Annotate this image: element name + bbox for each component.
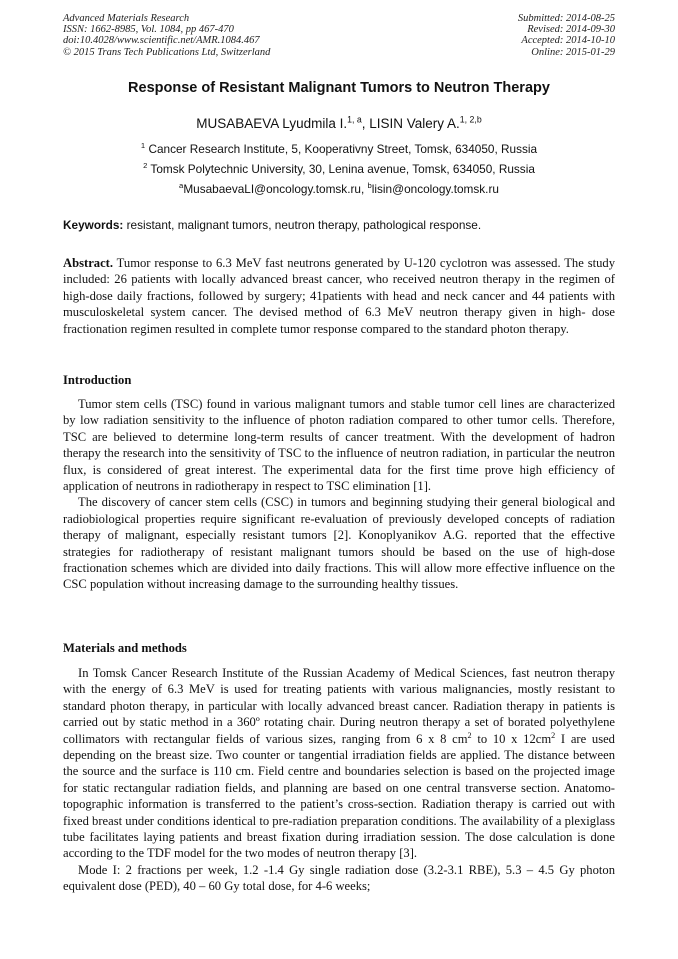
issn-line: ISSN: 1662-8985, Vol. 1084, pp 467-470 xyxy=(63,24,234,36)
email-b[interactable]: lisin@oncology.tomsk.ru xyxy=(371,182,499,196)
author-1: MUSABAEVA Lyudmila I. xyxy=(196,116,348,131)
abstract-text: Tumor response to 6.3 MeV fast neutrons generated by U-120 cyclotron was assessed. The study included: 26 patients with locally advanced breast cancer, who received neutron therapy in the regimen of high-dose daily fractions, followed by surgery; 41patients with head and neck cancer and 44 patients with musculoskeletal system cancer. The devised method of 6.3 MeV neutron therapy given in high- dose fractionation regimen resulted in complete tumor response compared to the standard photon therapy. xyxy=(63,256,615,336)
abstract xyxy=(63,255,615,337)
author-2-affil: 1, 2,b xyxy=(459,114,482,125)
affiliation-2 xyxy=(0,162,678,176)
introduction-body xyxy=(63,396,615,593)
email-a-sup: a xyxy=(179,181,184,191)
email-a[interactable]: MusabaevaLI@oncology.tomsk.ru, xyxy=(183,182,368,196)
methods-p1-sup-1: 2 xyxy=(467,730,472,740)
keywords-text: resistant, malignant tumors, neutron therapy, pathological response. xyxy=(123,218,482,232)
copyright-line: © 2015 Trans Tech Publications Ltd, Switzerland xyxy=(63,46,271,58)
affiliation-1 xyxy=(0,142,678,156)
accepted-date: Accepted: 2014-10-10 xyxy=(521,35,615,47)
affiliation-2-text: Tomsk Polytechnic University, 30, Lenina avenue, Tomsk, 634050, Russia xyxy=(150,162,535,176)
methods-paragraph-1 xyxy=(63,665,615,862)
keywords xyxy=(63,218,615,232)
author-2: LISIN Valery A. xyxy=(369,116,460,131)
methods-heading: Materials and methods xyxy=(63,641,187,655)
abstract-label: Abstract. xyxy=(63,256,114,270)
submitted-date: Submitted: 2014-08-25 xyxy=(517,13,615,24)
author-line xyxy=(0,116,678,131)
affiliation-2-num: 2 xyxy=(143,161,148,171)
introduction-paragraph-1: Tumor stem cells (TSC) found in various malignant tumors and stable tumor cell lines are characterized by low radiation sensitivity to the influence of photon radiation compared to other tumor cells. Therefore, TSC are believed to determine long-term results of cancer treatment. With the development of hadron therapy the research into the sensitivity of TSC to the influence of neutron radiation, in particular the neutron flux, is considered of great interest. The experimental data for the first time prove high efficiency of application of neutrons in radiotherapy in respect to TSC elimination [1]. xyxy=(63,397,615,494)
revised-date: Revised: 2014-09-30 xyxy=(527,24,615,36)
methods-p1-sup-2: 2 xyxy=(551,730,556,740)
dates-info xyxy=(518,13,615,58)
author-1-affil: 1, a xyxy=(347,114,362,125)
email-b-sup: b xyxy=(367,181,372,191)
paper-title: Response of Resistant Malignant Tumors to Neutron Therapy xyxy=(128,80,550,96)
methods-body xyxy=(63,665,615,895)
methods-paragraph-2: Mode I: 2 fractions per week, 1.2 -1.4 Gy single radiation dose (3.2-3.1 RBE), 5.3 – 4.5 Gy photon equivalent dose (PED), 40 – 60 Gy total dose, for 4-6 weeks; xyxy=(63,862,615,894)
author-emails xyxy=(0,182,678,196)
journal-info xyxy=(63,13,270,58)
affiliation-1-text: Cancer Research Institute, 5, Kooperativny Street, Tomsk, 634050, Russia xyxy=(148,142,538,156)
affiliation-1-num: 1 xyxy=(140,141,146,151)
author-separator: , xyxy=(361,116,370,131)
introduction-paragraph-2: The discovery of cancer stem cells (CSC) in tumors and beginning studying their general biological and radiobiological properties require significant re-evaluation of previously developed concepts of radiation therapy of malignant, especially resistant tumors [2]. Konoplyanikov A.G. reported that the effective strategies for radiotherapy of resistant malignant tumors should be based on the use of high-dose fractionation schemes which are divided into daily fractions. This will allow more effective influence on the CSC population without increasing damage to the surrounding healthy tissues. xyxy=(63,495,615,592)
methods-p1-part-b: to 10 x 12cm xyxy=(471,731,552,746)
methods-p1-part-c: I are used depending on the breast size. Two counter or tangential irradiation fields are applied. The distance between the source and the surface is 110 cm. Field centre and boundaries selection is based on the projected image for static rectangular radiation fields, and planning are based on one central transverse section. Anatomo-topographic information is transferred to the patient’s cross-section. Radiation therapy is carried out with fixed breast under conditions identical to pre-radiation preparation conditions. The availability of a plexiglass tube facilitates laying patients and breast fixation during irradiation session. The dose calculation is done according to the TDF model for the two modes of neutron therapy [3]. xyxy=(63,731,615,861)
online-date: Online: 2015-01-29 xyxy=(531,46,615,58)
doi-line: doi:10.4028/www.scientific.net/AMR.1084.467 xyxy=(63,35,260,47)
journal-name: Advanced Materials Research xyxy=(63,13,190,24)
keywords-label: Keywords: xyxy=(63,218,124,232)
introduction-heading: Introduction xyxy=(63,373,132,387)
methods-p1-part-a: In Tomsk Cancer Research Institute of the Russian Academy of Medical Sciences, fast neutron therapy with the energy of 6.3 MeV is used for treating patients with various malignancies, mostly resistant to standard photon therapy, in particular with locally advanced breast cancer. Radiation therapy in patients is carried out by static method in a 360º rotating chair. During neutron therapy a set of borated polyethylene collimators with rectangular fields of various sizes, ranging from 6 x 8 cm xyxy=(63,666,615,746)
